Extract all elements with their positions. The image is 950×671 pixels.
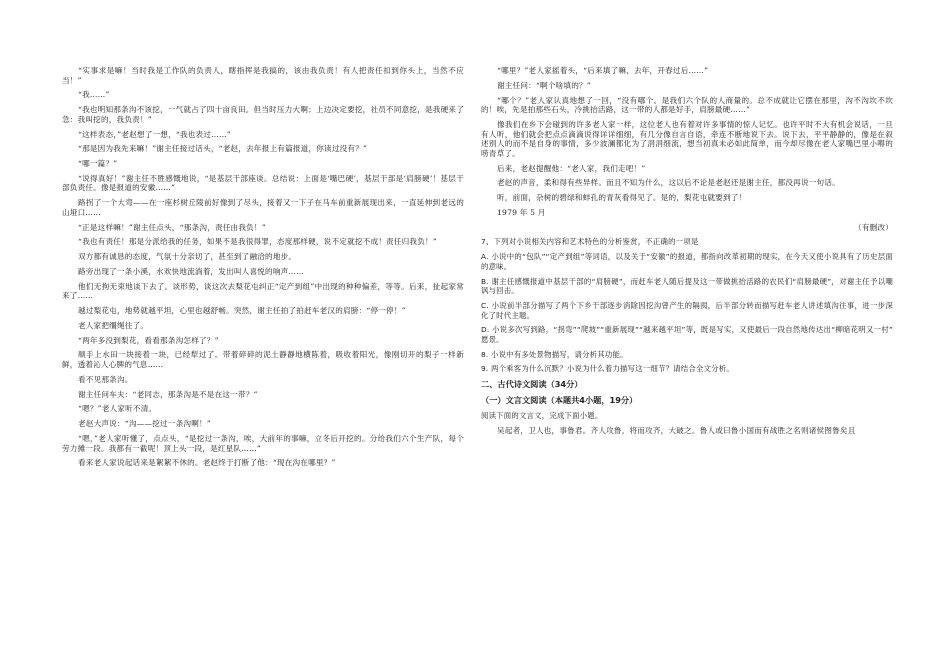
paragraph: 老赵的声音，柔和得有些异样。而且不知为什么，这以后不论是老赵还是谢主任，都没再说一句话。 — [497, 178, 840, 188]
left-column — [62, 66, 464, 473]
paragraph: “哪一篇？” — [78, 159, 118, 169]
option-c: C. 小说前半部分描写了两个下乡干部逐步消除因挖沟曾产生的隔阂，后半部分转而描写赶车老人讲述填沟往事，进一步深化了时代主题。 — [481, 300, 893, 320]
paragraph: 看不见那条沟。 — [78, 374, 133, 384]
option-a: A. 小说中的“包队”“定产到组”等词语，以及关于“安徽”的报道，都指向改革初期的现实，在今天又使小说具有了历史层面的意味。 — [481, 252, 893, 271]
question-9: 9. 两个乘客为什么沉默？小说为什么着力描写这一细节？请结合全文分析。 — [481, 364, 734, 374]
paragraph: “实事求是嘛！当时我是工作队的负责人，瞎指挥是我搞的，该由我负责！有人把责任扣到你头上，当然不应当！” — [62, 66, 464, 85]
paragraph: “正是这样嘛！”谢主任点头，“那条沟，责任由我负！” — [78, 222, 266, 232]
paragraph: “嗯，”老人家听懂了，点点头，“是挖过一条沟，唉，大前年的事嘛，立冬后开挖的。分给我们六个生产队，每个劳力摊一段。我都有一截呢！顶上头一段，是红星队……” — [62, 433, 464, 453]
story-date: 1979 年 5 月 — [497, 207, 546, 217]
instruction: 阅读下面的文言文，完成下面小题。 — [481, 411, 603, 421]
paragraph: 听，前面，杂树的碧绿和蚌孔的青灰看得见了。是的，梨花屯就要到了！ — [497, 193, 747, 203]
subsection-title: （一）文言文阅读（本题共4小题，19分） — [481, 395, 638, 406]
paragraph: 越过梨花屯，地势就越平坦，心里也越舒畅。突然，谢主任拍了拍赶车老汉的肩膀：“停一停！” — [78, 306, 406, 316]
paragraph: “哪个？”老人家认真地想了一回，“没有哪个。是我们六个队的人商量的。总不成就让它摆在那里，沟不沟坎不坎的！唉，先是拍那些石头，冷挑抬活路，这一带的人都是好手，肩膀最硬……” — [481, 95, 893, 115]
paragraph: “那是因为我先来嘛！”谢主任接过话头，“老赵，去年报上有篇报道，你读过没有？” — [78, 144, 368, 154]
paragraph: “我……” — [78, 90, 110, 100]
paragraph: 路拐了一个大弯——在一座杉树丘陵前好像到了尽头，接着又一下子在马车前重新展现出来，一直延伸到老远的山垭口…… — [62, 198, 464, 217]
right-column — [481, 66, 893, 441]
paragraph: 后来，老赵提醒他：“老人家，我们走吧！” — [497, 163, 646, 173]
question-7: 7、下列对小说相关内容和艺术特色的分析鉴赏，不正确的一项是 — [481, 237, 699, 247]
classical-text: 吴起者，卫人也，事鲁君。齐人攻鲁，将而攻齐，大破之。鲁人或曰鲁小国而有战胜之名则诸侯图鲁矣且 — [497, 426, 856, 436]
paragraph: 谢主任问车夫：“老同志，那条沟是不是在这一带？” — [78, 389, 258, 399]
paragraph: 谢主任问：“啊个啥填的？” — [497, 80, 591, 90]
abridged-note: （有删改） — [854, 222, 893, 232]
paragraph: 看来老人家说起话来是絮絮不休的。老赵终于打断了他：“现在沟在哪里？” — [78, 458, 336, 468]
paragraph: 老人家把缰绳往了。 — [78, 320, 149, 330]
paragraph: 顺手上水田一块接着一块，已经犁过了。带着碎碎的泥土静静地横陈着，吸收着阳光，像刚切开的梨子一样新鲜，透着沁人心脾的气息…… — [62, 350, 464, 370]
question-8: 8. 小说中有多处景物描写，请分析其功能。 — [481, 349, 628, 359]
paragraph: 路旁出现了一条小溪，水欢快地流淌着，发出叫人喜悦的响声…… — [78, 266, 305, 276]
paragraph: “两年多没到梨花，看看那条沟怎样了？” — [78, 335, 219, 345]
paragraph: “这样表态，”老赵想了一想，“我也表过……” — [78, 129, 231, 139]
paragraph: “说得真好！”谢主任不胜感慨地说，“是基层干部座谈。总结说：上面是‘嘴巴硬’，基层干部是‘肩膀硬’！基层干部负责任。像是报道的安徽……” — [62, 173, 464, 193]
option-d: D. 小说多次写到路，“拐弯”“爬坡”“重新展现”“越来越平坦”等，既是写实，又使最后一段自然地传达出“柳暗花明又一村” 愿景。 — [481, 325, 893, 344]
option-b: B. 谢主任感慨报道中基层干部的“肩膀硬”，而赶车老人随后提及这一带做挑抬活路的农民们“肩膀最硬”，对谢主任予以嘲讽与回击。 — [481, 276, 893, 296]
paragraph: 老赵大声说：“沟——挖过一条沟啊！” — [78, 419, 211, 429]
paragraph: 像我们在乡下会碰到的许多老人家一样，这位老人也有着对许多事情的惊人记忆。也许平时不大有机会说话，一旦有人听，他们就会把点点滴滴说得详详细细，有几分像自言自语，牵连不断地说下去。说下去，平平静静的，像是在叙述别人的而不是自身的事情，多少波澜都化为了涓涓细流，想当初真未必如此简单，而今却尽像在老人家嘴巴里小嘚的唠青草了。 — [481, 119, 893, 158]
paragraph: “我也有责任！那是分派给我的任务，如果不是我很得罪，态度那样硬，说不定就挖不成！责任归我负！” — [78, 237, 437, 247]
paragraph: 他们无拘无束地谈下去了。谈形势，谈这次去梨花屯纠正“定产到组”中出现的种种偏差，等等。后来，扯起家常来了…… — [62, 281, 464, 301]
section-title: 二、古代诗文阅读（34分） — [481, 379, 583, 390]
paragraph: “哪里？”老人家摇着头，“后来填了嘛，去年，开春过后……” — [497, 66, 709, 75]
paragraph: “我也明知那条沟不该挖，一气就占了四十亩良田。但当时压力大啊；上边决定要挖，社员不同意挖，是我硬来了急：我叫挖的，我负责！” — [62, 105, 464, 124]
paragraph: “嗯？”老人家听不清。 — [78, 404, 157, 414]
paragraph: 双方都有诚恳的态度，气氛十分亲切了，甚至到了融洽的地步。 — [78, 252, 297, 262]
